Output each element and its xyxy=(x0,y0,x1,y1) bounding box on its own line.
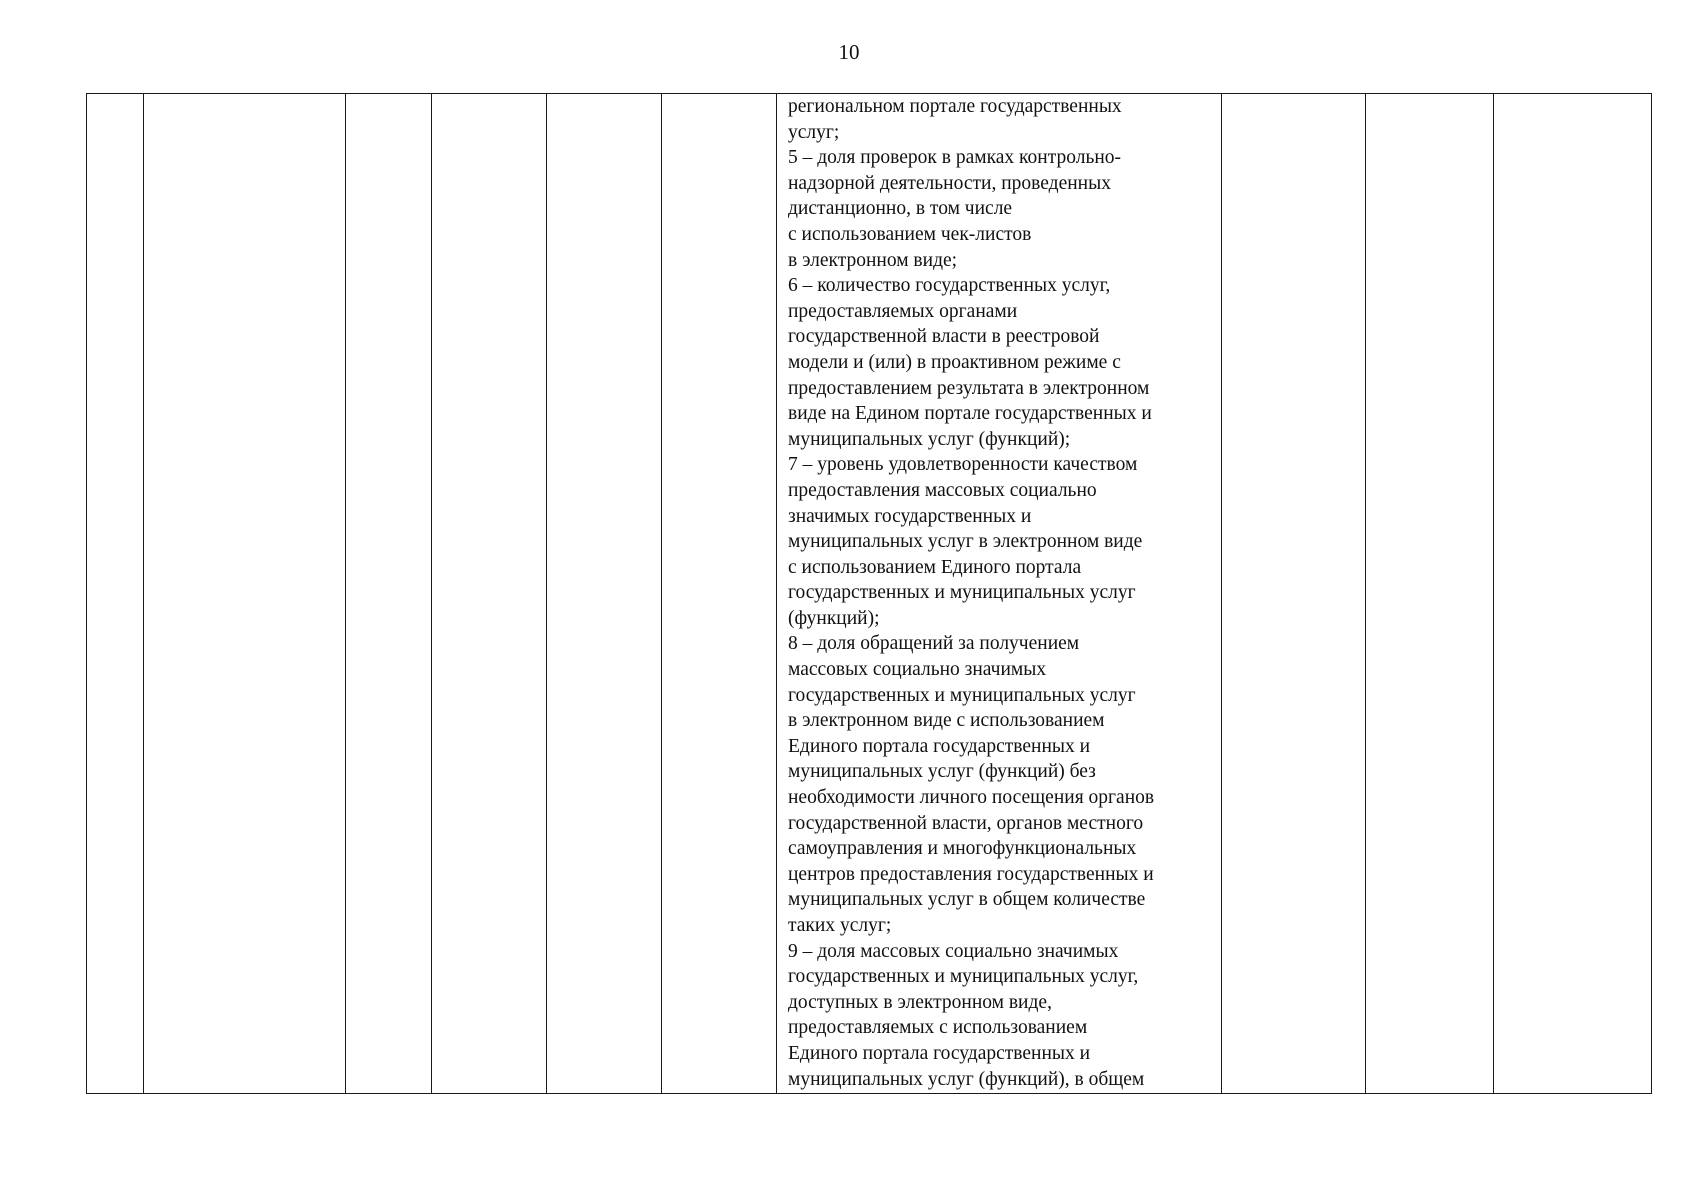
page-number: 10 xyxy=(838,40,860,64)
document-table xyxy=(86,93,1652,1094)
table-cell-col3 xyxy=(346,94,432,1094)
table-cell-col1 xyxy=(87,94,144,1094)
table-cell-indicators xyxy=(777,94,1222,1094)
table-cell-col4 xyxy=(432,94,547,1094)
table-cell-col6 xyxy=(662,94,777,1094)
table-cell-col8 xyxy=(1222,94,1366,1094)
table-cell-col10 xyxy=(1494,94,1652,1094)
table-row xyxy=(87,94,1652,1094)
indicators-text: региональном портале государственных услуг; 5 – доля проверок в рамках контрольно- надзорной деятельности, проведенных дистанционно, в том числе с использованием чек-листов в электронном виде; 6 – количество государственных услуг, предоставляемых органами государственной власти в реестровой модели и (или) в проактивном режиме с предоставлением результата в электронном виде на Едином портале государственных и муниципальных услуг (функций); 7 – уровень удовлетворенности качеством предоставления массовых социально значимых государственных и муниципальных услуг в электронном виде с использованием Единого портала государственных и муниципальных услуг (функций); 8 – доля обращений за получением массовых социально значимых государственных и муниципальных услуг в электронном виде с использованием Единого портала государственных и муниципальных услуг (функций) без необходимости личного посещения органов государственной власти, органов местного самоуправления и многофункциональных центров предоставления государственных и муниципальных услуг в общем количестве таких услуг; 9 – доля массовых социально значимых государственных и муниципальных услуг, доступных в электронном виде, предоставляемых с использованием Единого портала государственных и муниципальных услуг (функций), в общем xyxy=(788,96,1155,1090)
table-cell-col2 xyxy=(144,94,346,1094)
table-cell-col9 xyxy=(1366,94,1494,1094)
table-cell-col5 xyxy=(547,94,662,1094)
